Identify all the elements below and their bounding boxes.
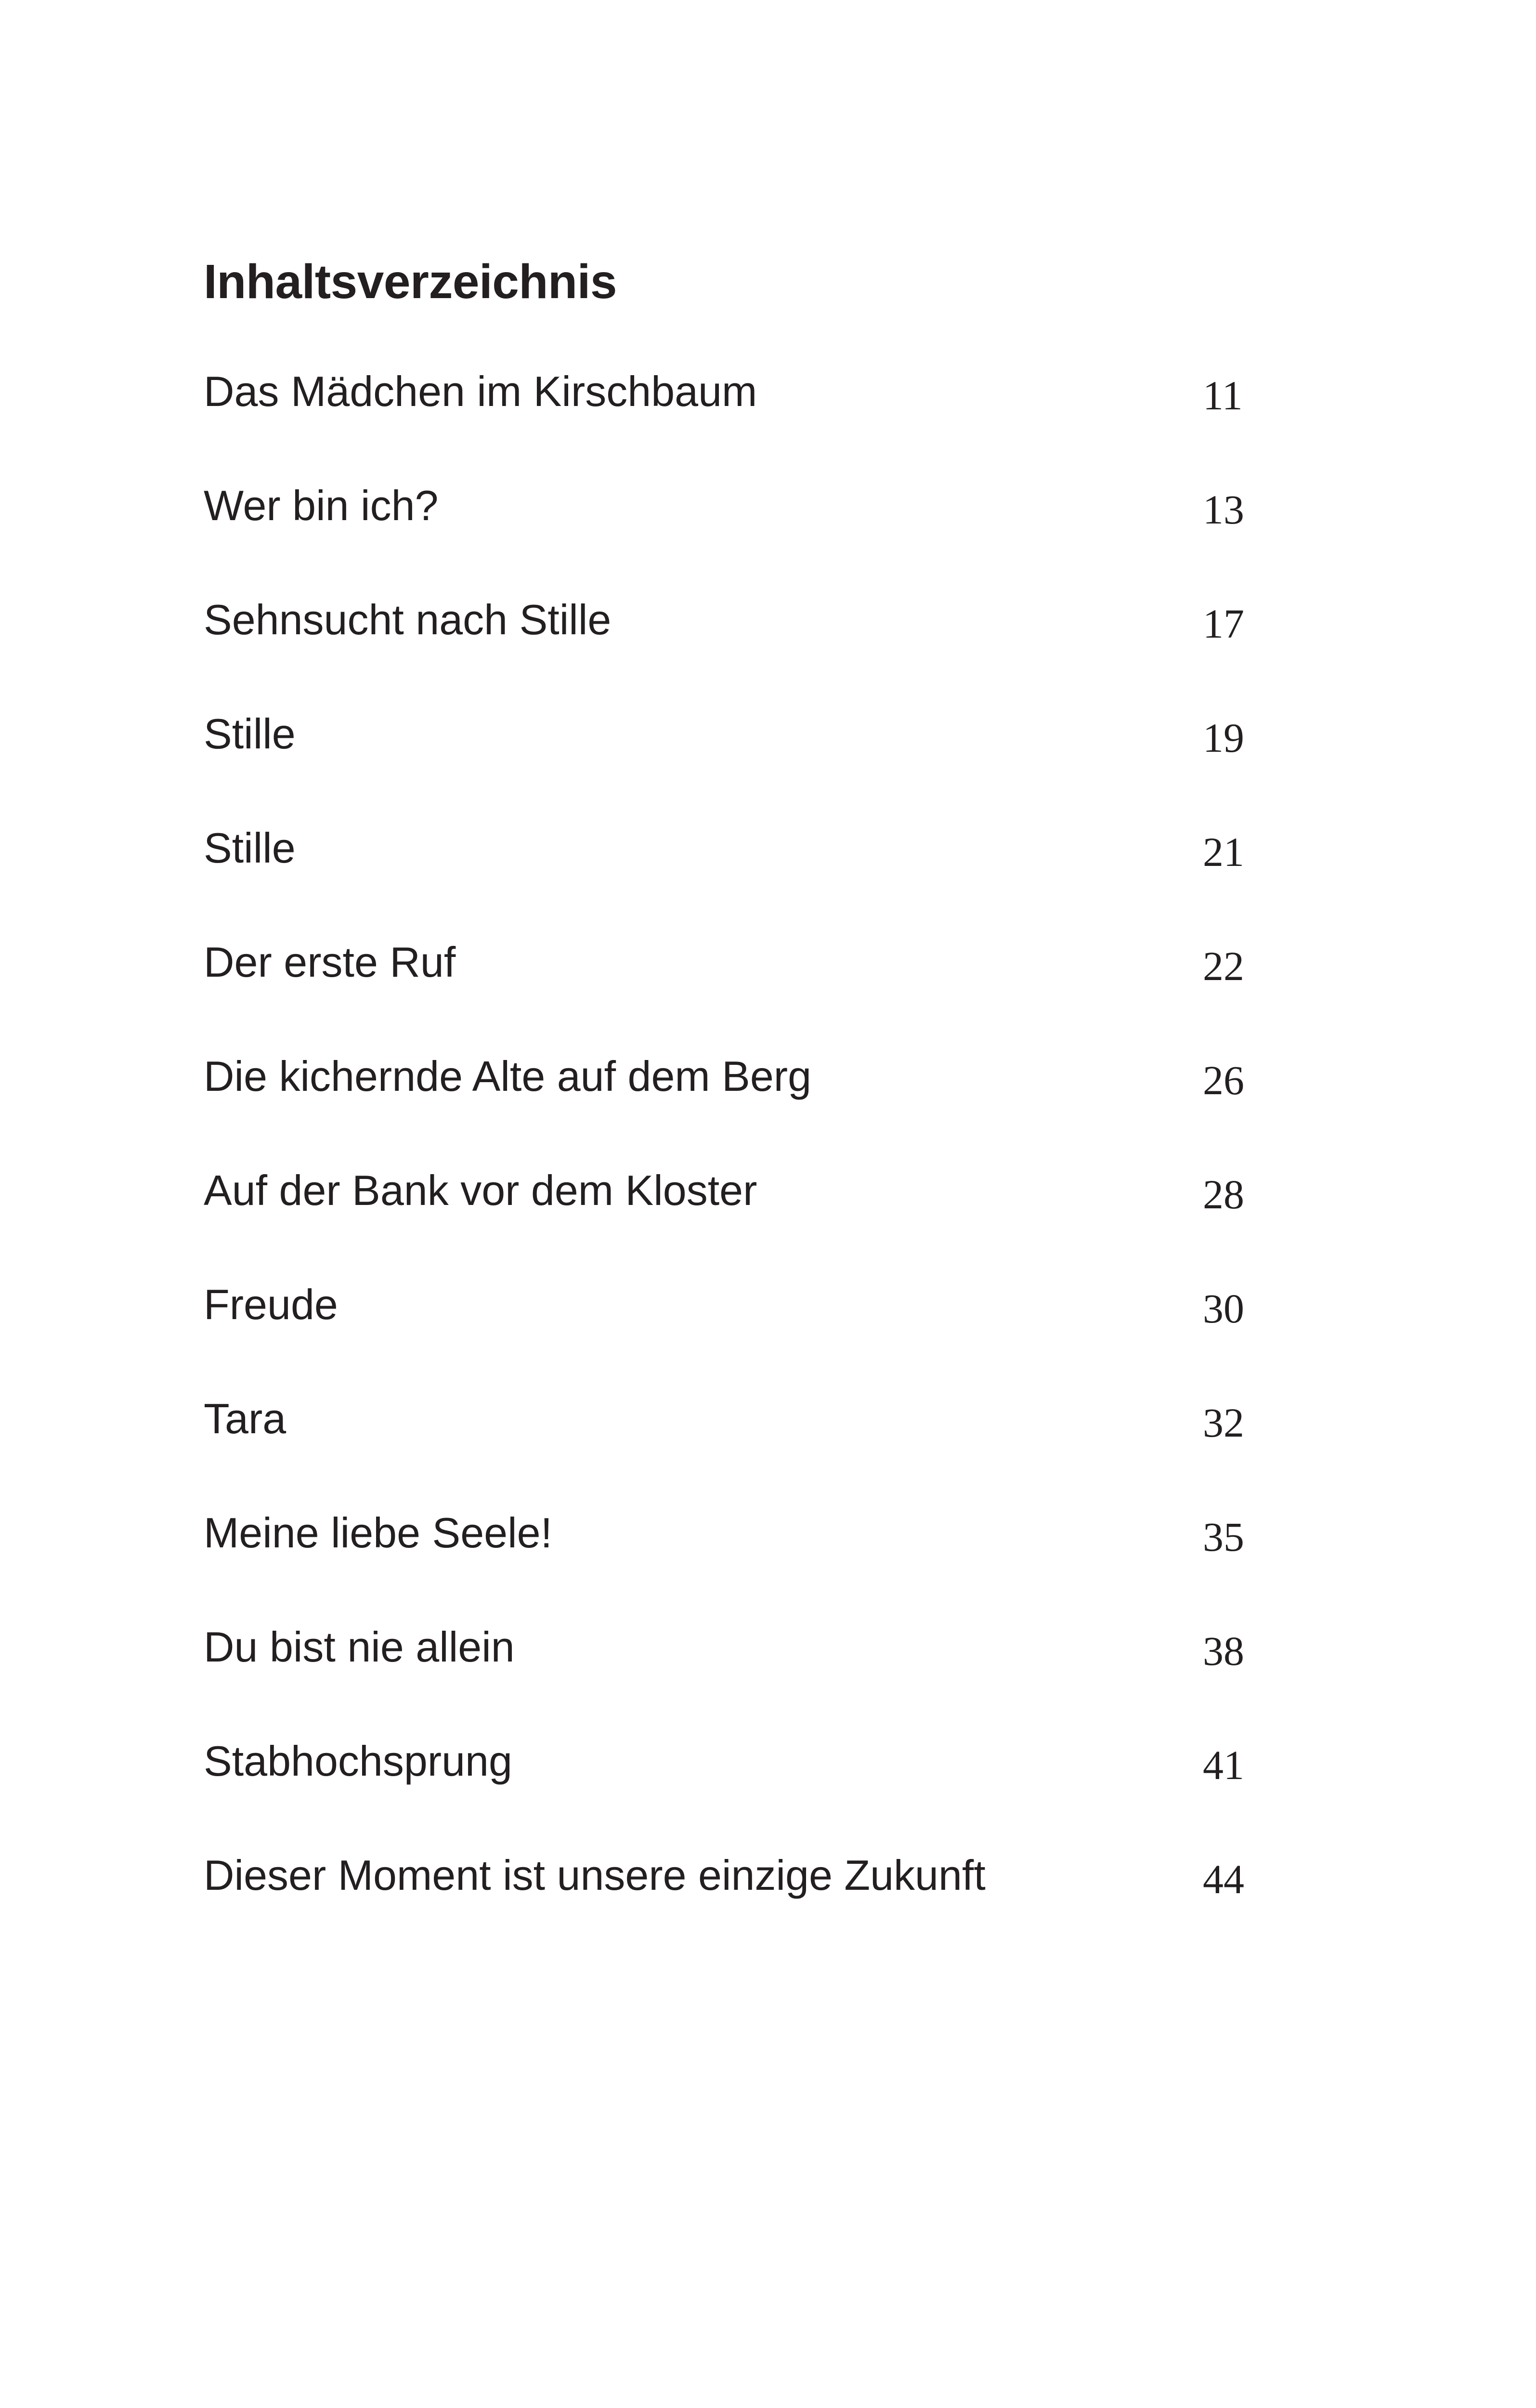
- toc-entry: [204, 1045, 1263, 1108]
- toc-entry-page-number: 19: [1203, 715, 1244, 761]
- toc-entry-page-number: 11: [1203, 372, 1243, 419]
- toc-entry-title: Freude: [204, 1281, 338, 1328]
- toc-entry-title: Du bist nie allein: [204, 1623, 515, 1671]
- toc-entry: [204, 931, 1263, 994]
- toc-entry-page-number: 35: [1203, 1514, 1244, 1560]
- toc-entry: [204, 360, 1263, 423]
- toc-entry-page-number: 44: [1203, 1856, 1244, 1902]
- toc-entry-page-number: 21: [1203, 829, 1244, 875]
- toc-entry: [204, 1844, 1263, 1907]
- toc-entry-title: Der erste Ruf: [204, 938, 456, 986]
- toc-entry: [204, 1502, 1263, 1564]
- toc-entry-page-number: 32: [1203, 1400, 1244, 1446]
- toc-entry-page-number: 26: [1203, 1057, 1244, 1103]
- toc-entry-title: Stille: [204, 710, 296, 758]
- toc-entry-title: Tara: [204, 1395, 286, 1442]
- toc-entry-title: Dieser Moment ist unsere einzige Zukunft: [204, 1851, 986, 1899]
- toc-entry-title: Meine liebe Seele!: [204, 1509, 553, 1557]
- toc-entry-title: Stabhochsprung: [204, 1737, 512, 1785]
- toc-entry-title: Auf der Bank vor dem Kloster: [204, 1166, 757, 1214]
- toc-entry: [204, 474, 1263, 537]
- toc-entry-page-number: 13: [1203, 486, 1244, 533]
- toc-entry: [204, 703, 1263, 765]
- toc-entry: [204, 817, 1263, 879]
- toc-entry-page-number: 22: [1203, 943, 1244, 989]
- toc-entry-page-number: 41: [1203, 1742, 1244, 1788]
- toc-entry-page-number: 28: [1203, 1171, 1244, 1217]
- toc-entry-title: Stille: [204, 824, 296, 872]
- toc-heading: Inhaltsverzeichnis: [204, 255, 617, 309]
- toc-entry-page-number: 30: [1203, 1285, 1244, 1332]
- toc-entry-page-number: 17: [1203, 601, 1244, 647]
- toc-entry: [204, 1730, 1263, 1793]
- toc-entry-title: Sehnsucht nach Stille: [204, 596, 612, 643]
- toc-entry: [204, 589, 1263, 651]
- toc-entry: [204, 1387, 1263, 1450]
- toc-entry-title: Wer bin ich?: [204, 482, 439, 529]
- toc-entry: [204, 1273, 1263, 1336]
- toc-entry-title: Das Mädchen im Kirschbaum: [204, 367, 757, 415]
- toc-entry-page-number: 38: [1203, 1628, 1244, 1674]
- toc-entry-title: Die kichernde Alte auf dem Berg: [204, 1052, 812, 1100]
- toc-entry: [204, 1159, 1263, 1222]
- toc-entry: [204, 1616, 1263, 1678]
